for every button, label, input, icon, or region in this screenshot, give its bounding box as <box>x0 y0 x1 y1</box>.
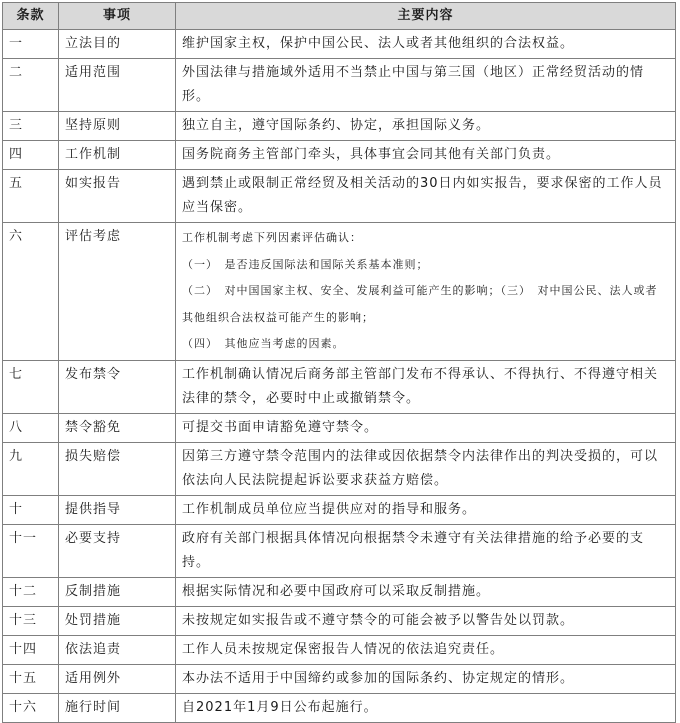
content-cell <box>176 524 676 577</box>
content-line: 本办法不适用于中国缔约或参加的国际条约、协定规定的情形。 <box>182 670 575 686</box>
content-cell <box>176 59 676 112</box>
content-line: 政府有关部门根据具体情况向根据禁令未遵守有关法律措施的给予必要的支持。 <box>182 530 645 570</box>
table-row <box>3 141 676 170</box>
table-header-row <box>3 3 676 30</box>
content-cell <box>176 170 676 223</box>
item-cell: 必要支持 <box>59 524 176 577</box>
content-cell <box>176 635 676 664</box>
clause-number-cell: 四 <box>3 141 59 170</box>
content-line: （一） 是否违反国际法和国际关系基本准则； <box>182 257 429 271</box>
content-cell <box>176 577 676 606</box>
clause-number-cell: 五 <box>3 170 59 223</box>
provisions-table <box>2 2 676 723</box>
content-cell <box>176 442 676 495</box>
table-row <box>3 606 676 635</box>
table-row <box>3 693 676 722</box>
content-cell <box>176 223 676 361</box>
table-row <box>3 30 676 59</box>
table-row <box>3 495 676 524</box>
item-cell: 立法目的 <box>59 30 176 59</box>
clause-number-cell: 十五 <box>3 664 59 693</box>
content-cell <box>176 112 676 141</box>
header-main-content: 主要内容 <box>176 3 676 30</box>
content-line: （二） 对中国国家主权、安全、发展利益可能产生的影响；（三） 对中国公民、法人或者其他组织合法权益可能产生的影响； <box>182 284 658 324</box>
clause-number-cell: 九 <box>3 442 59 495</box>
table-row <box>3 635 676 664</box>
item-cell: 如实报告 <box>59 170 176 223</box>
clause-number-cell: 十四 <box>3 635 59 664</box>
table-row <box>3 577 676 606</box>
content-cell <box>176 664 676 693</box>
item-cell: 提供指导 <box>59 495 176 524</box>
content-line: 外国法律与措施域外适用不当禁止中国与第三国（地区）正常经贸活动的情形。 <box>182 65 645 104</box>
item-cell: 适用范围 <box>59 59 176 112</box>
content-line: 独立自主，遵守国际条约、协定，承担国际义务。 <box>182 118 491 133</box>
table-row <box>3 170 676 223</box>
clause-number-cell: 一 <box>3 30 59 59</box>
clause-number-cell: 十一 <box>3 524 59 577</box>
table-row <box>3 223 676 361</box>
content-cell <box>176 693 676 722</box>
item-cell: 施行时间 <box>59 693 176 722</box>
content-line: 国务院商务主管部门牵头，具体事宜会同其他有关部门负责。 <box>182 147 561 162</box>
item-cell: 反制措施 <box>59 577 176 606</box>
clause-number-cell: 十 <box>3 495 59 524</box>
content-cell <box>176 413 676 442</box>
table-row <box>3 112 676 141</box>
item-cell: 依法追责 <box>59 635 176 664</box>
header-clause-number: 条款 <box>3 3 59 30</box>
clause-number-cell: 七 <box>3 360 59 413</box>
clause-number-cell: 三 <box>3 112 59 141</box>
content-cell <box>176 606 676 635</box>
table-row <box>3 360 676 413</box>
content-line: 遇到禁止或限制正常经贸及相关活动的30日内如实报告，要求保密的工作人员应当保密。 <box>182 176 663 215</box>
table-row <box>3 524 676 577</box>
table-row <box>3 664 676 693</box>
content-cell <box>176 495 676 524</box>
clause-number-cell: 六 <box>3 223 59 361</box>
clause-number-cell: 十六 <box>3 693 59 722</box>
table-row <box>3 442 676 495</box>
item-cell: 禁令豁免 <box>59 413 176 442</box>
content-line: 工作机制确认情况后商务部主管部门发布不得承认、不得执行、不得遵守相关法律的禁令，必要时中止或撤销禁令。 <box>182 366 659 406</box>
clause-number-cell: 八 <box>3 413 59 442</box>
header-item: 事项 <box>59 3 176 30</box>
item-cell: 发布禁令 <box>59 360 176 413</box>
item-cell: 损失赔偿 <box>59 442 176 495</box>
item-cell: 工作机制 <box>59 141 176 170</box>
content-cell <box>176 360 676 413</box>
content-line: 自2021年1月9日公布起施行。 <box>182 699 378 715</box>
content-cell <box>176 141 676 170</box>
table-body <box>3 30 676 723</box>
content-line: 工作机制成员单位应当提供应对的指导和服务。 <box>182 501 477 517</box>
clause-number-cell: 十二 <box>3 577 59 606</box>
content-line: 工作机制考虑下列因素评估确认： <box>182 231 362 244</box>
item-cell: 处罚措施 <box>59 606 176 635</box>
content-line: 根据实际情况和必要中国政府可以采取反制措施。 <box>182 583 491 599</box>
content-line: 未按规定如实报告或不遵守禁令的可能会被予以警告处以罚款。 <box>182 612 575 628</box>
clause-number-cell: 十三 <box>3 606 59 635</box>
content-cell <box>176 30 676 59</box>
content-line: 可提交书面申请豁免遵守禁令。 <box>182 419 379 435</box>
content-line: （四） 其他应当考虑的因素。 <box>182 337 345 350</box>
table-row <box>3 59 676 112</box>
item-cell: 评估考虑 <box>59 223 176 361</box>
item-cell: 适用例外 <box>59 664 176 693</box>
provisions-table-wrapper <box>2 2 676 723</box>
table-row <box>3 413 676 442</box>
content-line: 因第三方遵守禁令范围内的法律或因依据禁令内法律作出的判决受损的，可以依法向人民法院提起诉讼要求获益方赔偿。 <box>182 448 659 488</box>
content-line: 工作人员未按规定保密报告人情况的依法追究责任。 <box>182 641 505 657</box>
clause-number-cell: 二 <box>3 59 59 112</box>
content-line: 维护国家主权，保护中国公民、法人或者其他组织的合法权益。 <box>182 36 575 51</box>
item-cell: 坚持原则 <box>59 112 176 141</box>
